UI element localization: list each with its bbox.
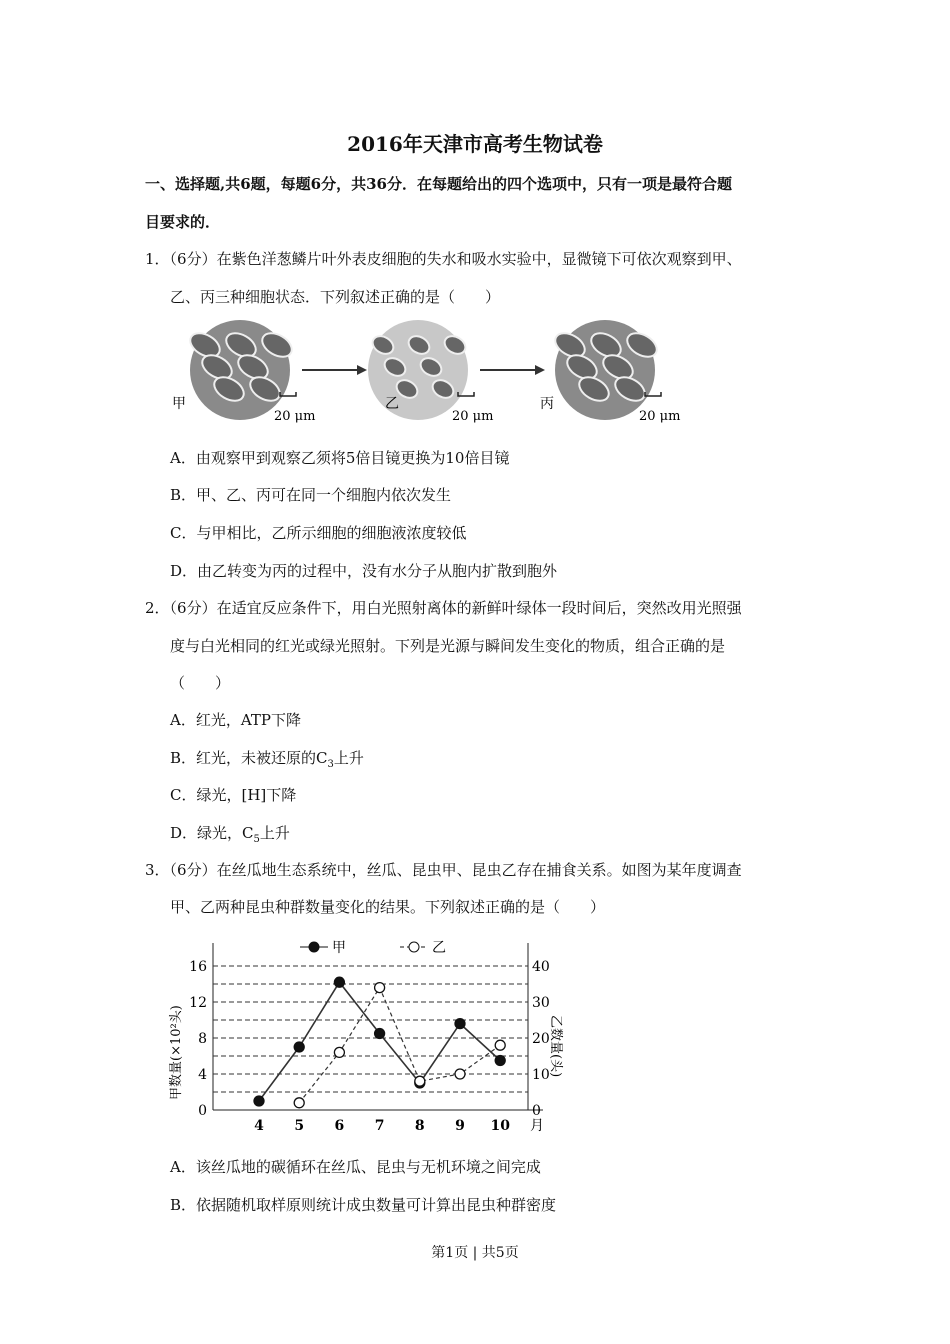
legend-marker — [409, 942, 419, 952]
option-text: 上升 — [333, 749, 364, 767]
q2-stem: 2．（6分）在适宜反应条件下，用白光照射离体的新鲜叶绿体一段时间后，突然改用光照强 — [145, 599, 742, 617]
option-text: 上升 — [259, 824, 290, 842]
option-text: D．绿光，C — [170, 824, 254, 842]
y2-tick-label: 0 — [532, 1103, 541, 1119]
x-tick-label: 10 — [490, 1118, 510, 1134]
data-point — [334, 977, 344, 987]
y-tick-label: 8 — [198, 1031, 207, 1047]
q3-option-b[interactable]: B．依据随机取样原则统计成虫数量可计算出昆虫种群密度 — [170, 1196, 557, 1214]
subscript: 3 — [327, 759, 334, 770]
section-heading-cont: 目要求的． — [145, 213, 221, 231]
arrow-head-icon — [357, 365, 367, 375]
data-point — [254, 1096, 264, 1106]
option-text: A．红光，ATP下降 — [170, 711, 301, 729]
data-point — [415, 1076, 425, 1086]
data-point — [334, 1047, 344, 1057]
figure-label: 甲 — [172, 396, 186, 412]
q3-stem: 3．（6分）在丝瓜地生态系统中，丝瓜、昆虫甲、昆虫乙存在捕食关系。如图为某年度调查 — [145, 861, 742, 879]
x-tick-label: 6 — [334, 1118, 345, 1134]
figure-label: 丙 — [540, 396, 554, 412]
y-axis-label: 甲数量(×10²头) — [169, 1005, 184, 1100]
legend-label: 甲 — [332, 940, 346, 956]
q2-option-d[interactable] — [170, 822, 290, 845]
y2-tick-label: 10 — [532, 1067, 550, 1083]
data-point — [455, 1019, 465, 1029]
scale-label: 20 μm — [274, 409, 316, 424]
data-point — [495, 1040, 505, 1050]
y2-tick-label: 40 — [532, 959, 550, 975]
legend-label: 乙 — [432, 940, 446, 956]
data-point — [375, 983, 385, 993]
cell-micrograph — [368, 320, 468, 420]
micrograph-figure — [160, 320, 700, 430]
q2-option-c[interactable] — [170, 784, 296, 805]
y2-tick-label: 20 — [532, 1031, 550, 1047]
section-heading: 一、选择题,共6题，每题6分，共36分．在每题给出的四个选项中，只有一项是最符合题 — [145, 175, 732, 193]
q2-option-b[interactable] — [170, 747, 364, 770]
q1-option-c[interactable]: C．与甲相比，乙所示细胞的细胞液浓度较低 — [170, 524, 467, 542]
q3-stem-cont: 甲、乙两种昆虫种群数量变化的结果。下列叙述正确的是（ ） — [170, 898, 606, 916]
q1-stem-cont: 乙、丙三种细胞状态．下列叙述正确的是（ ） — [170, 288, 501, 306]
data-point — [294, 1042, 304, 1052]
y-tick-label: 16 — [189, 959, 207, 975]
q2-option-a[interactable] — [170, 709, 301, 730]
x-tick-label: 4 — [254, 1118, 264, 1134]
series-line-乙 — [299, 988, 500, 1103]
y-tick-label: 0 — [198, 1103, 207, 1119]
y-tick-label: 4 — [198, 1067, 207, 1083]
subscript: 5 — [253, 834, 260, 845]
x-tick-label: 7 — [374, 1118, 385, 1134]
data-point — [495, 1056, 505, 1066]
x-tick-label: 5 — [294, 1118, 305, 1134]
q1-option-d[interactable]: D．由乙转变为丙的过程中，没有水分子从胞内扩散到胞外 — [170, 562, 558, 580]
option-text: C．绿光，[H]下降 — [170, 786, 297, 804]
page-title: 2016年天津市高考生物试卷 — [347, 132, 603, 156]
q2-stem-cont2: （ ） — [170, 674, 231, 692]
q2-stem-cont: 度与白光相同的红光或绿光照射。下列是光源与瞬间发生变化的物质，组合正确的是 — [170, 637, 726, 655]
y2-tick-label: 30 — [532, 995, 550, 1011]
q3-option-a[interactable]: A．该丝瓜地的碳循环在丝瓜、昆虫与无机环境之间完成 — [170, 1158, 541, 1176]
q1-stem: 1．（6分）在紫色洋葱鳞片叶外表皮细胞的失水和吸水实验中，显微镜下可依次观察到甲、 — [145, 250, 742, 268]
y-tick-label: 12 — [189, 995, 207, 1011]
data-point — [294, 1098, 304, 1108]
x-axis-label: 月 — [530, 1118, 544, 1134]
x-tick-label: 8 — [414, 1118, 425, 1134]
scale-label: 20 μm — [639, 409, 681, 424]
series-line-甲 — [259, 982, 500, 1101]
legend-marker — [309, 942, 319, 952]
y2-axis-label: 乙数量(头) — [548, 1015, 563, 1078]
data-point — [375, 1029, 385, 1039]
option-text: B．红光，未被还原的C — [170, 749, 328, 767]
q1-option-a[interactable]: A．由观察甲到观察乙须将5倍目镜更换为10倍目镜 — [170, 449, 510, 467]
q1-option-b[interactable]: B．甲、乙、丙可在同一个细胞内依次发生 — [170, 486, 452, 504]
scale-label: 20 μm — [452, 409, 494, 424]
figure-label: 乙 — [385, 396, 399, 412]
x-tick-label: 9 — [455, 1118, 465, 1134]
arrow-head-icon — [535, 365, 545, 375]
data-point — [455, 1069, 465, 1079]
page-footer: 第1页 | 共5页 — [431, 1245, 519, 1261]
population-chart — [160, 935, 563, 1135]
